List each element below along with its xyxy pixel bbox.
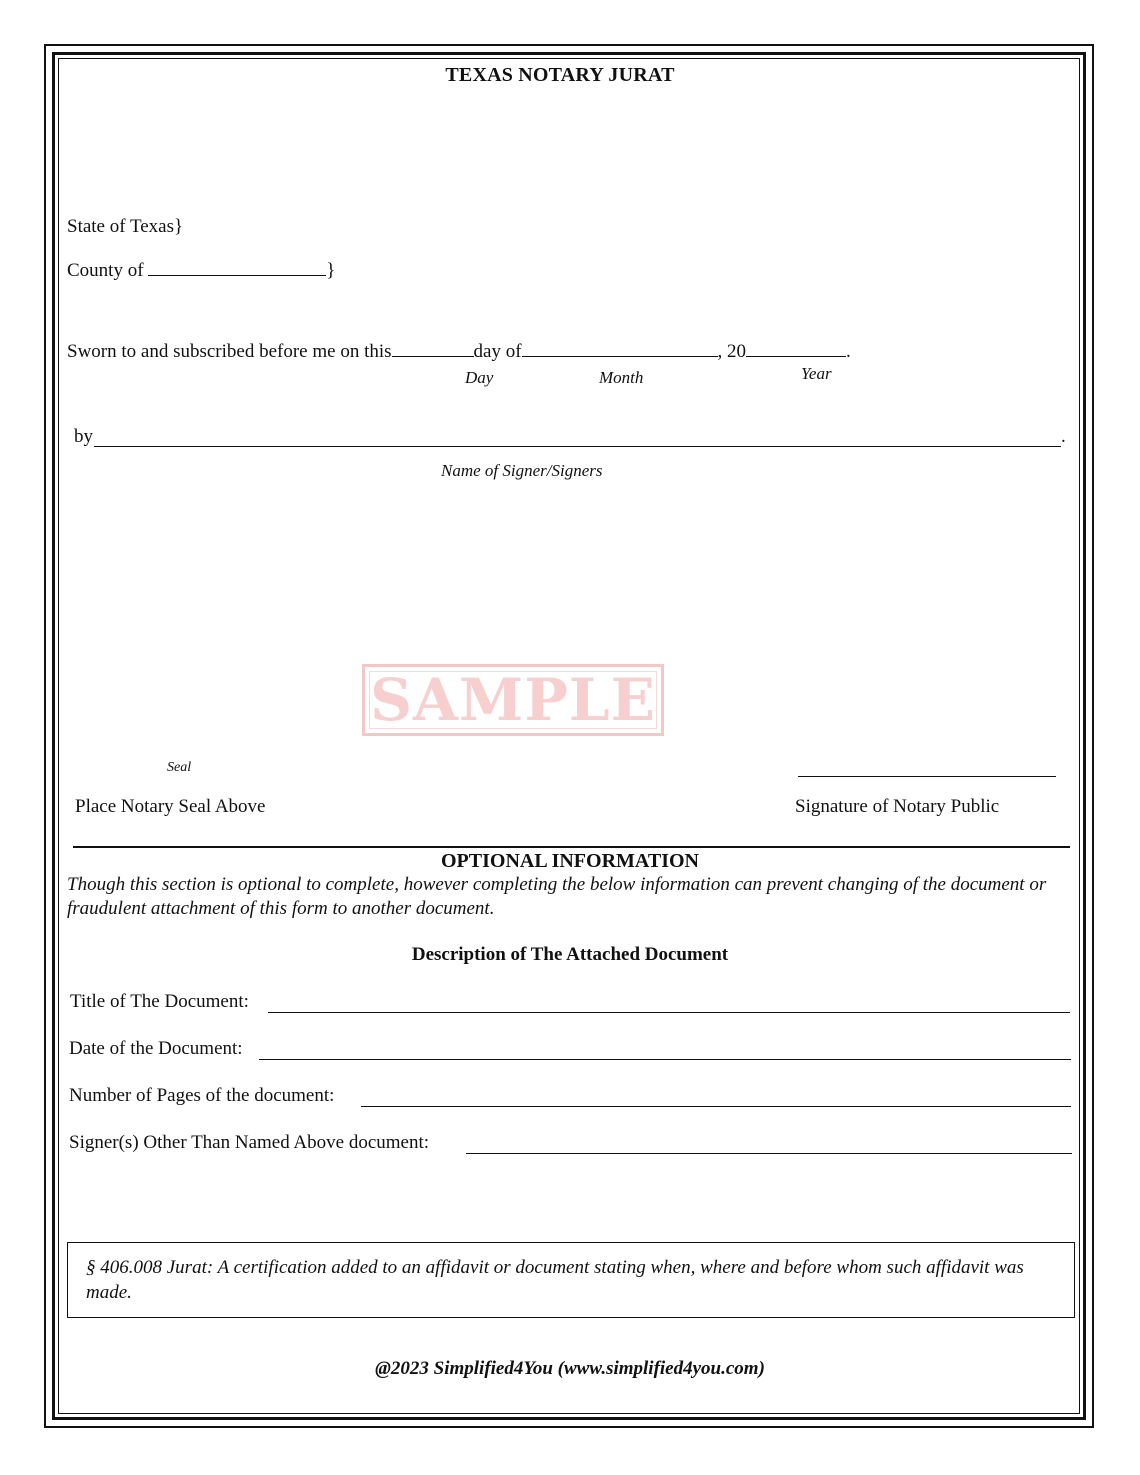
- by-period: .: [1061, 426, 1066, 447]
- year-prefix: , 20: [717, 341, 747, 362]
- title-field[interactable]: [268, 1012, 1070, 1013]
- date-field[interactable]: [259, 1059, 1071, 1060]
- document-title: TEXAS NOTARY JURAT: [445, 64, 675, 86]
- pages-field-label: Number of Pages of the document:: [69, 1085, 335, 1106]
- seal-label: Place Notary Seal Above: [75, 796, 266, 817]
- day-field[interactable]: [392, 338, 474, 357]
- definition-text: § 406.008 Jurat: A certification added to an affidavit or document stating when, where and before whom such affidavit was made.: [86, 1257, 1024, 1303]
- section-divider: [73, 846, 1070, 848]
- optional-heading: OPTIONAL INFORMATION: [441, 850, 699, 872]
- signer-caption: Name of Signer/Signers: [441, 461, 603, 480]
- day-of-text: day of: [473, 341, 522, 362]
- footer-copyright: @2023 Simplified4You (www.simplified4you.com): [375, 1358, 765, 1379]
- month-caption: Month: [599, 368, 644, 387]
- county-field[interactable]: [148, 257, 326, 276]
- signers-field-label: Signer(s) Other Than Named Above document:: [69, 1132, 430, 1153]
- county-line: [67, 257, 335, 282]
- signature-label: Signature of Notary Public: [795, 796, 1000, 817]
- title-field-label: Title of The Document:: [70, 991, 249, 1012]
- state-label: State of Texas}: [67, 216, 184, 237]
- sworn-text: Sworn to and subscribed before me on this: [67, 341, 392, 362]
- definition-box: [67, 1242, 1075, 1318]
- signer-name-field[interactable]: [94, 446, 1061, 447]
- pages-field[interactable]: [361, 1106, 1071, 1107]
- date-field-label: Date of the Document:: [69, 1038, 243, 1059]
- sworn-line: [67, 338, 851, 363]
- year-caption: Year: [801, 364, 832, 383]
- optional-description: Though this section is optional to complete, however completing the below information can prevent changing of the document or fraudulent attachment of this form to another document.: [67, 874, 1047, 919]
- county-label: County of: [67, 260, 144, 281]
- by-label: by: [74, 426, 93, 447]
- month-field[interactable]: [522, 338, 718, 357]
- signers-field[interactable]: [466, 1153, 1072, 1154]
- sworn-period: .: [846, 341, 851, 362]
- attached-doc-heading: Description of The Attached Document: [411, 944, 729, 965]
- year-field[interactable]: [746, 338, 846, 357]
- seal-caption: Seal: [167, 760, 192, 775]
- day-caption: Day: [465, 368, 494, 387]
- sample-watermark: SAMPLE: [362, 664, 664, 736]
- notary-signature-field[interactable]: [798, 776, 1056, 777]
- county-close: }: [326, 260, 336, 281]
